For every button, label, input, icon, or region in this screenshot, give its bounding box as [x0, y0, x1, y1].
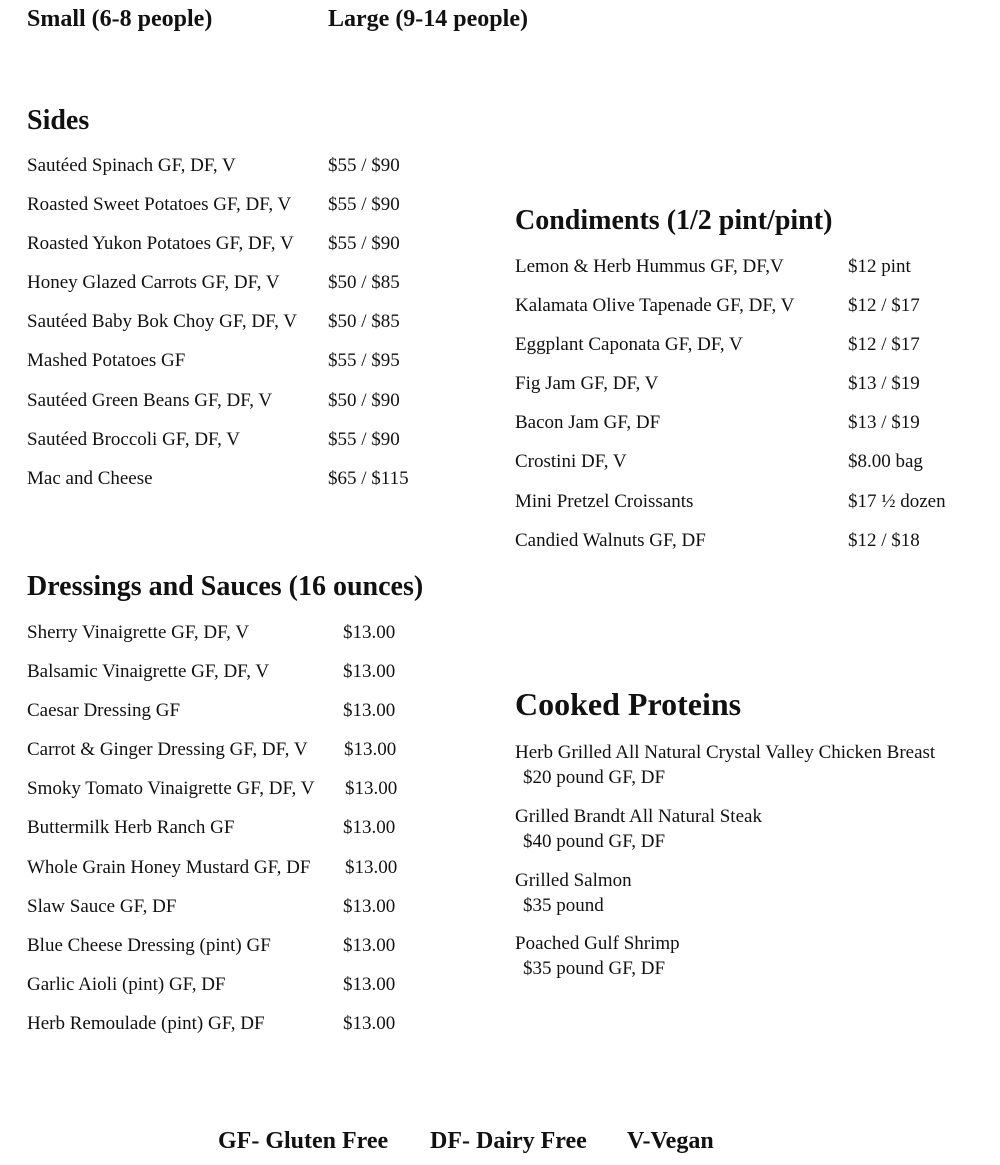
- item-name: Fig Jam GF, DF, V: [515, 373, 659, 395]
- item-price: $17 ½ dozen: [848, 490, 946, 512]
- protein-name: Poached Gulf Shrimp: [515, 933, 680, 954]
- item-name: Garlic Aioli (pint) GF, DF: [27, 973, 226, 995]
- list-item: [27, 467, 447, 506]
- list-item: [27, 856, 467, 895]
- item-price: $13.00: [343, 1012, 396, 1034]
- legend-v: V-Vegan: [627, 1128, 714, 1154]
- list-item: [515, 294, 985, 333]
- protein-name: Grilled Salmon: [515, 870, 632, 891]
- item-name: Sautéed Green Beans GF, DF, V: [27, 389, 273, 411]
- list-item: [27, 1012, 467, 1051]
- item-name: Kalamata Olive Tapenade GF, DF, V: [515, 295, 795, 317]
- item-name: Mac and Cheese: [27, 467, 153, 489]
- list-item: [27, 389, 447, 428]
- item-price: $13.00: [343, 973, 396, 995]
- condiments-heading: Condiments (1/2 pint/pint): [515, 205, 833, 236]
- item-price: $55 / $90: [328, 155, 400, 176]
- item-price: $12 / $18: [848, 529, 920, 551]
- protein-detail: $40 pound GF, DF: [523, 831, 666, 852]
- list-item: [27, 154, 447, 193]
- item-name: Balsamic Vinaigrette GF, DF, V: [27, 661, 270, 683]
- item-price: $8.00 bag: [848, 451, 923, 473]
- item-name: Roasted Sweet Potatoes GF, DF, V: [27, 194, 292, 216]
- item-price: $50 / $90: [328, 389, 400, 411]
- list-item: [515, 255, 985, 294]
- item-price: $13.00: [345, 778, 398, 800]
- list-item: [515, 333, 985, 372]
- protein-detail: $35 pound GF, DF: [523, 958, 666, 979]
- list-item: [27, 895, 467, 934]
- item-price: $13.00: [344, 739, 397, 761]
- list-item: [27, 271, 447, 310]
- item-name: Sautéed Broccoli GF, DF, V: [27, 428, 240, 450]
- item-name: Candied Walnuts GF, DF: [515, 529, 706, 551]
- item-name: Carrot & Ginger Dressing GF, DF, V: [27, 739, 308, 761]
- item-price: $50 / $85: [328, 272, 400, 294]
- item-name: Mashed Potatoes GF: [27, 350, 186, 372]
- item-name: Herb Remoulade (pint) GF, DF: [27, 1012, 265, 1034]
- item-name: Roasted Yukon Potatoes GF, DF, V: [27, 233, 294, 255]
- list-item: [515, 411, 985, 450]
- legend-gf: GF- Gluten Free: [218, 1128, 389, 1154]
- list-item: [515, 490, 985, 529]
- item-name: Caesar Dressing GF: [27, 700, 181, 722]
- item-price: $12 / $17: [848, 295, 920, 317]
- list-item: [27, 310, 447, 349]
- list-item: [27, 193, 447, 232]
- item-name: Bacon Jam GF, DF: [515, 412, 661, 434]
- size-large-label: Large (9-14 people): [328, 6, 528, 32]
- item-price: $55 / $90: [328, 194, 400, 216]
- item-price: $13.00: [343, 934, 396, 956]
- item-name: Honey Glazed Carrots GF, DF, V: [27, 272, 280, 294]
- legend-df: DF- Dairy Free: [430, 1128, 587, 1154]
- item-name: Smoky Tomato Vinaigrette GF, DF, V: [27, 778, 315, 800]
- protein-name: Grilled Brandt All Natural Steak: [515, 806, 762, 827]
- item-price: $13.00: [343, 622, 396, 643]
- protein-item: [515, 804, 762, 854]
- item-price: $13 / $19: [848, 373, 920, 395]
- item-price: $50 / $85: [328, 311, 400, 333]
- item-name: Sautéed Baby Bok Choy GF, DF, V: [27, 311, 298, 333]
- item-price: $13.00: [343, 817, 396, 839]
- condiments-list: [515, 255, 985, 568]
- item-price: $13.00: [343, 895, 396, 917]
- list-item: [27, 777, 467, 816]
- size-small-label: Small (6-8 people): [27, 6, 213, 32]
- proteins-heading: Cooked Proteins: [515, 686, 742, 722]
- list-item: [27, 934, 467, 973]
- list-item: [515, 529, 985, 568]
- item-price: $13.00: [343, 700, 396, 722]
- protein-item: [515, 740, 935, 790]
- dressings-list: [27, 621, 467, 1051]
- item-name: Whole Grain Honey Mustard GF, DF: [27, 856, 311, 878]
- sides-heading: Sides: [27, 105, 90, 136]
- list-item: [515, 450, 985, 489]
- item-price: $12 / $17: [848, 334, 920, 356]
- list-item: [27, 232, 447, 271]
- item-name: Mini Pretzel Croissants: [515, 490, 694, 512]
- item-name: Sherry Vinaigrette GF, DF, V: [27, 622, 250, 643]
- dressings-heading: Dressings and Sauces (16 ounces): [27, 571, 424, 602]
- protein-detail: $35 pound: [523, 895, 604, 916]
- item-name: Buttermilk Herb Ranch GF: [27, 817, 235, 839]
- item-name: Lemon & Herb Hummus GF, DF,V: [515, 256, 784, 277]
- list-item: [27, 973, 467, 1012]
- item-price: $55 / $95: [328, 350, 400, 372]
- item-price: $12 pint: [848, 256, 911, 277]
- list-item: [515, 372, 985, 411]
- list-item: [27, 738, 467, 777]
- list-item: [27, 816, 467, 855]
- item-name: Sautéed Spinach GF, DF, V: [27, 155, 236, 176]
- item-name: Eggplant Caponata GF, DF, V: [515, 334, 743, 356]
- item-price: $13 / $19: [848, 412, 920, 434]
- sides-list: [27, 154, 447, 506]
- item-price: $13.00: [343, 661, 396, 683]
- item-name: Blue Cheese Dressing (pint) GF: [27, 934, 271, 956]
- protein-item: [515, 868, 632, 918]
- protein-item: [515, 931, 680, 981]
- list-item: [27, 428, 447, 467]
- item-name: Crostini DF, V: [515, 451, 627, 473]
- item-price: $13.00: [345, 856, 398, 878]
- list-item: [27, 349, 447, 388]
- list-item: [27, 621, 467, 660]
- list-item: [27, 660, 467, 699]
- item-price: $55 / $90: [328, 233, 400, 255]
- protein-detail: $20 pound GF, DF: [523, 767, 666, 788]
- item-price: $55 / $90: [328, 428, 400, 450]
- protein-name: Herb Grilled All Natural Crystal Valley Chicken Breast: [515, 742, 936, 763]
- list-item: [27, 699, 467, 738]
- item-name: Slaw Sauce GF, DF: [27, 895, 177, 917]
- item-price: $65 / $115: [328, 467, 409, 489]
